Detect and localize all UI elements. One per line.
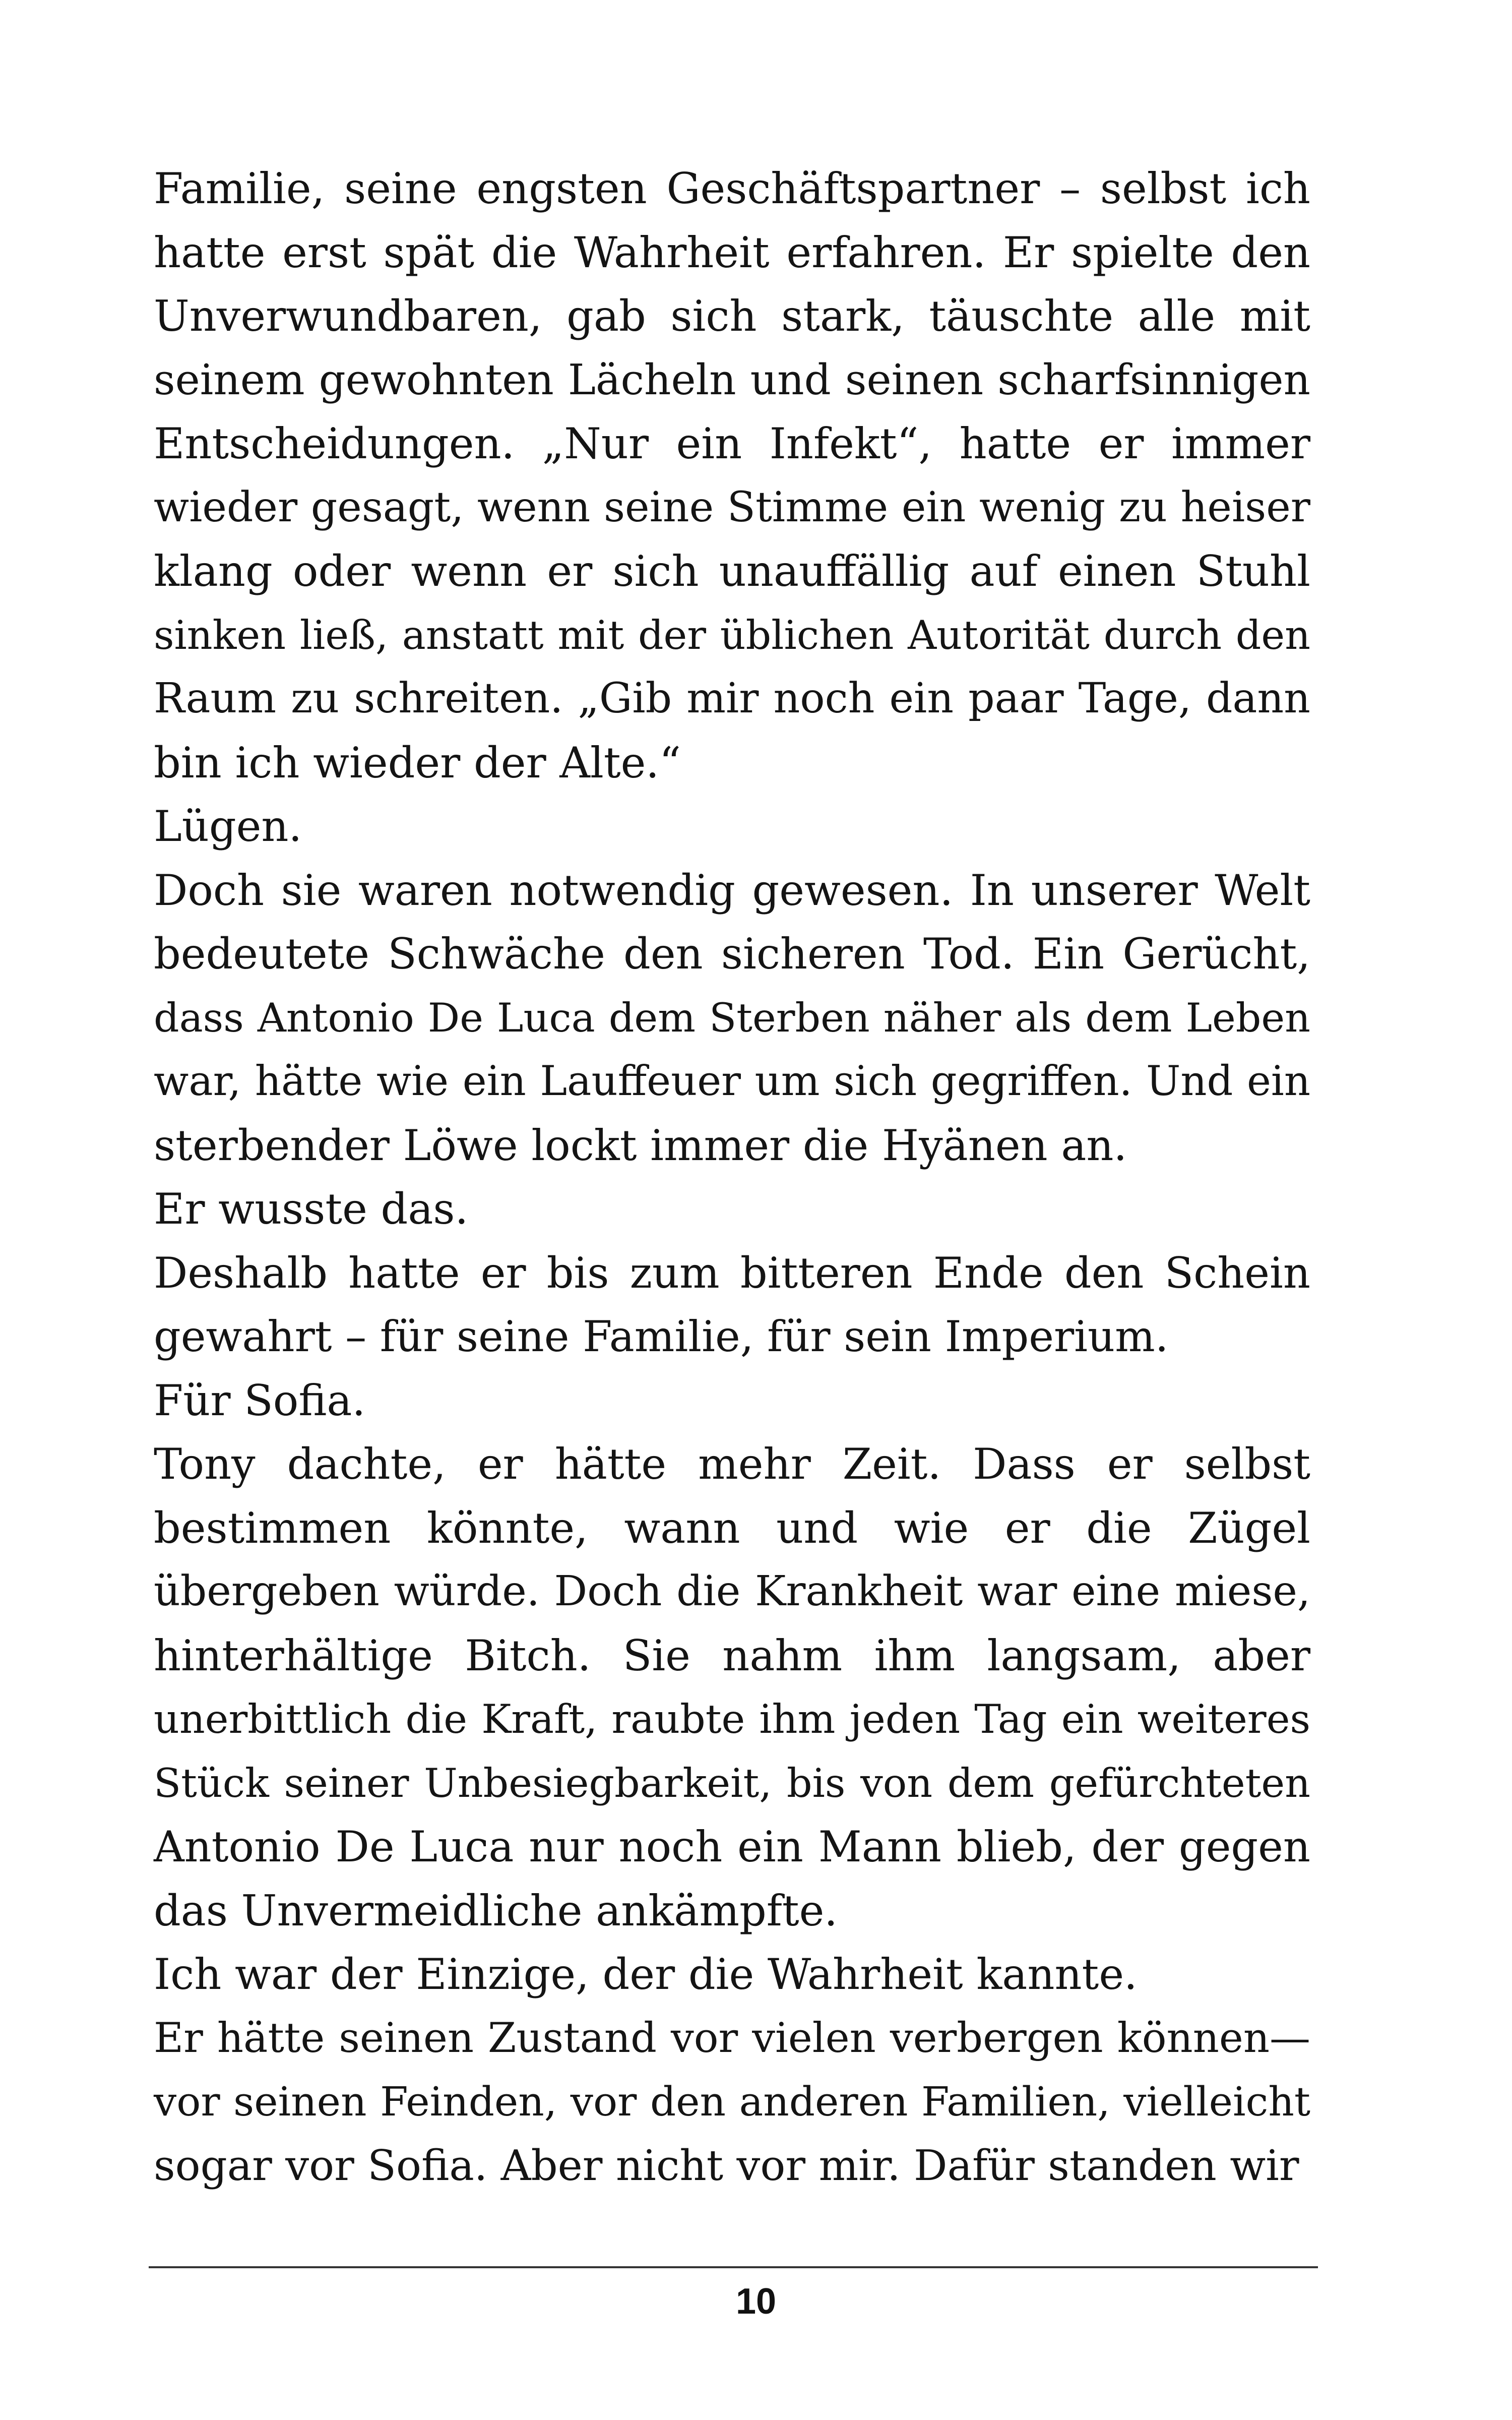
- text-line: vor seinen Feinden, vor den anderen Familien, vielleicht: [154, 2078, 1310, 2125]
- text-line: dass Antonio De Luca dem Sterben näher als dem Leben: [154, 994, 1310, 1041]
- text-line: bedeutete Schwäche den sicheren Tod. Ein Gerücht,: [154, 929, 1310, 979]
- text-line: bestimmen könnte, wann und wie er die Zügel: [154, 1503, 1310, 1553]
- text-line: Unverwundbaren, gab sich stark, täuschte alle mit: [154, 291, 1310, 341]
- text-line: Lügen.: [154, 802, 302, 851]
- footer-divider: [149, 2266, 1318, 2268]
- text-line: unerbittlich die Kraft, raubte ihm jeden Tag ein weiteres: [154, 1696, 1310, 1742]
- text-line: sinken ließ, anstatt mit der üblichen Autorität durch den: [154, 612, 1310, 658]
- text-line: Raum zu schreiten. „Gib mir noch ein paar Tage, dann: [154, 675, 1310, 722]
- text-line: hatte erst spät die Wahrheit erfahren. Er spielte den: [154, 227, 1310, 277]
- text-line: sogar vor Sofia. Aber nicht vor mir. Dafür standen wir: [154, 2141, 1299, 2190]
- text-line: Familie, seine engsten Geschäftspartner – selbst ich: [154, 164, 1310, 213]
- text-line: Ich war der Einzige, der die Wahrheit kannte.: [154, 1950, 1138, 1999]
- text-line: war, hätte wie ein Lauffeuer um sich gegriffen. Und ein: [154, 1058, 1310, 1105]
- text-line: Er hätte seinen Zustand vor vielen verbergen können—: [154, 2014, 1310, 2062]
- text-line: das Unvermeidliche ankämpfte.: [154, 1886, 838, 1935]
- text-line: Deshalb hatte er bis zum bitteren Ende den Schein: [154, 1248, 1310, 1298]
- text-line: wieder gesagt, wenn seine Stimme ein wenig zu heiser: [154, 483, 1310, 531]
- text-line: hinterhältige Bitch. Sie nahm ihm langsam, aber: [154, 1630, 1310, 1680]
- text-line: Für Sofia.: [154, 1375, 366, 1425]
- text-line: sterbender Löwe lockt immer die Hyänen an.: [154, 1120, 1127, 1170]
- text-line: gewahrt – für seine Familie, für sein Imperium.: [154, 1312, 1169, 1361]
- text-line: Doch sie waren notwendig gewesen. In unserer Welt: [154, 865, 1310, 915]
- text-line: Stück seiner Unbesiegbarkeit, bis von dem gefürchteten: [154, 1760, 1310, 1806]
- text-line: Tony dachte, er hätte mehr Zeit. Dass er selbst: [154, 1439, 1310, 1489]
- page-number: 10: [735, 2281, 777, 2322]
- text-line: Er wusste das.: [154, 1184, 469, 1234]
- text-line: bin ich wieder der Alte.“: [154, 738, 681, 788]
- text-line: übergeben würde. Doch die Krankheit war eine miese,: [154, 1567, 1310, 1615]
- text-line: Antonio De Luca nur noch ein Mann blieb, der gegen: [154, 1822, 1310, 1871]
- text-line: seinem gewohnten Lächeln und seinen scharfsinnigen: [154, 355, 1310, 404]
- text-line: Entscheidungen. „Nur ein Infekt“, hatte er immer: [154, 419, 1310, 468]
- text-line: klang oder wenn er sich unauffällig auf einen Stuhl: [154, 547, 1310, 596]
- body-text: [154, 157, 1310, 2198]
